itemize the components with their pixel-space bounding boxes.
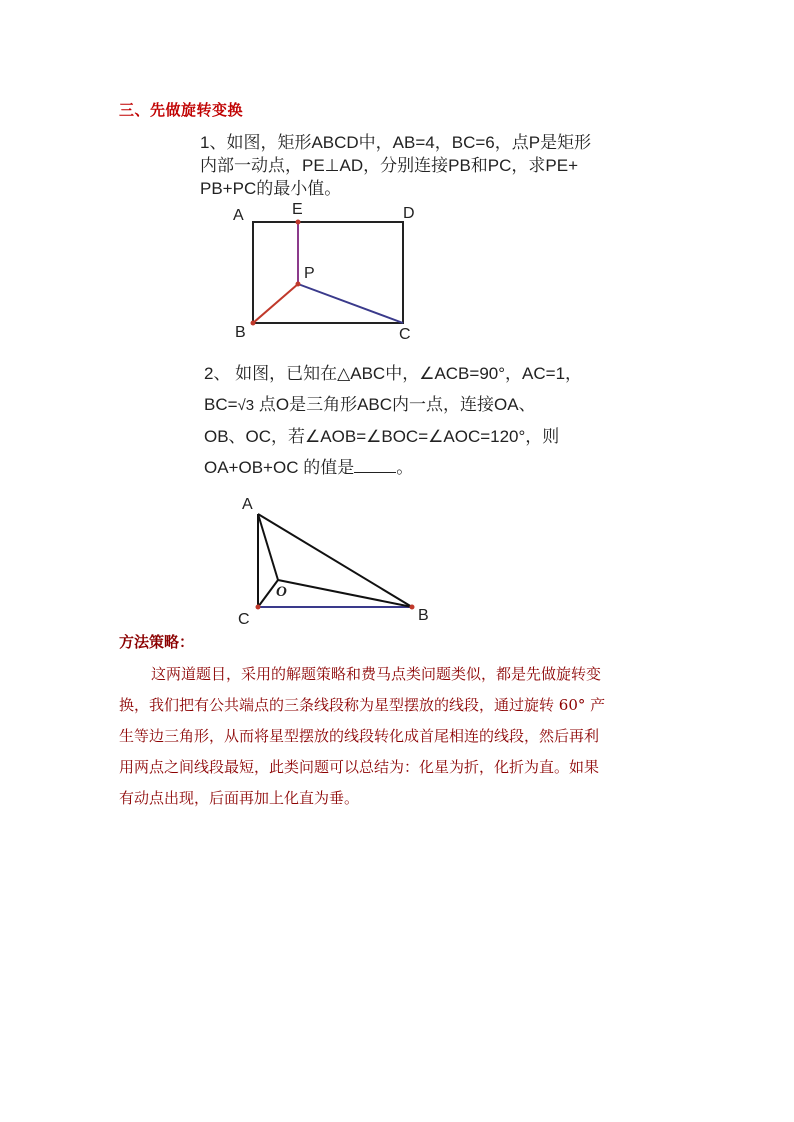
- label-d: D: [403, 205, 415, 222]
- problem-2-bc-prefix: BC=: [204, 395, 238, 414]
- label-a: A: [242, 496, 253, 513]
- rectangle-abcd: [253, 222, 403, 323]
- segment-pc: [298, 284, 403, 323]
- problem-1-line: 1、如图，矩形ABCD中，AB=4，BC=6，点P是矩形: [200, 133, 592, 152]
- method-line: 有动点出现，后面再加上化直为垂。: [119, 789, 360, 807]
- label-c: C: [399, 326, 411, 343]
- point-p: [296, 282, 301, 287]
- method-line: 这两道题目，采用的解题策略和费马点类问题类似，都是先做旋转变: [151, 665, 602, 683]
- label-p: P: [304, 265, 315, 282]
- point-c: [256, 605, 261, 610]
- label-a: A: [233, 207, 244, 224]
- section-heading: 三、先做旋转变换: [119, 101, 244, 119]
- point-b: [410, 605, 415, 610]
- method-body: [119, 659, 679, 814]
- method-line: 用两点之间线段最短，此类问题可以总结为：化星为折，化折为直。如果: [119, 758, 600, 776]
- problem-2-line: OB、OC，若∠AOB=∠BOC=∠AOC=120°，则: [204, 427, 560, 446]
- segment-oc: [258, 580, 278, 607]
- problem-1-text: [200, 131, 590, 200]
- method-line: 换，我们把有公共端点的三条线段称为星型摆放的线段，通过旋转 60° 产: [119, 696, 606, 714]
- problem-2-line: [204, 389, 604, 421]
- problem-1-line: 内部一动点，PE⊥AD，分别连接PB和PC，求PE+: [200, 156, 579, 175]
- label-o: O: [276, 584, 287, 600]
- label-b: B: [235, 324, 246, 341]
- method-title: 方法策略：: [119, 633, 195, 651]
- rectangle-figure: [225, 196, 425, 346]
- answer-blank: [354, 458, 396, 473]
- segment-ob: [278, 580, 412, 607]
- problem-2-line: 2、 如图，已知在△ABC中，∠ACB=90°，AC=1，: [204, 364, 583, 383]
- point-e: [296, 220, 301, 225]
- problem-1-line: PB+PC的最小值。: [200, 179, 342, 198]
- label-b: B: [418, 607, 429, 624]
- method-line: 生等边三角形，从而将星型摆放的线段转化成首尾相连的线段，然后再利: [119, 727, 600, 745]
- problem-2-question: OA+OB+OC 的值是: [204, 458, 355, 477]
- problem-2-text: [204, 358, 604, 483]
- point-b: [251, 321, 256, 326]
- segment-pb: [253, 284, 298, 323]
- label-c: C: [238, 611, 250, 628]
- problem-2-line: [204, 452, 604, 483]
- sqrt-three: √3: [237, 397, 255, 414]
- problem-2-period: 。: [396, 458, 414, 477]
- triangle-figure: [228, 492, 448, 627]
- problem-2-line-2-rest: 点O是三角形ABC内一点，连接OA、: [254, 395, 536, 414]
- label-e: E: [292, 201, 303, 218]
